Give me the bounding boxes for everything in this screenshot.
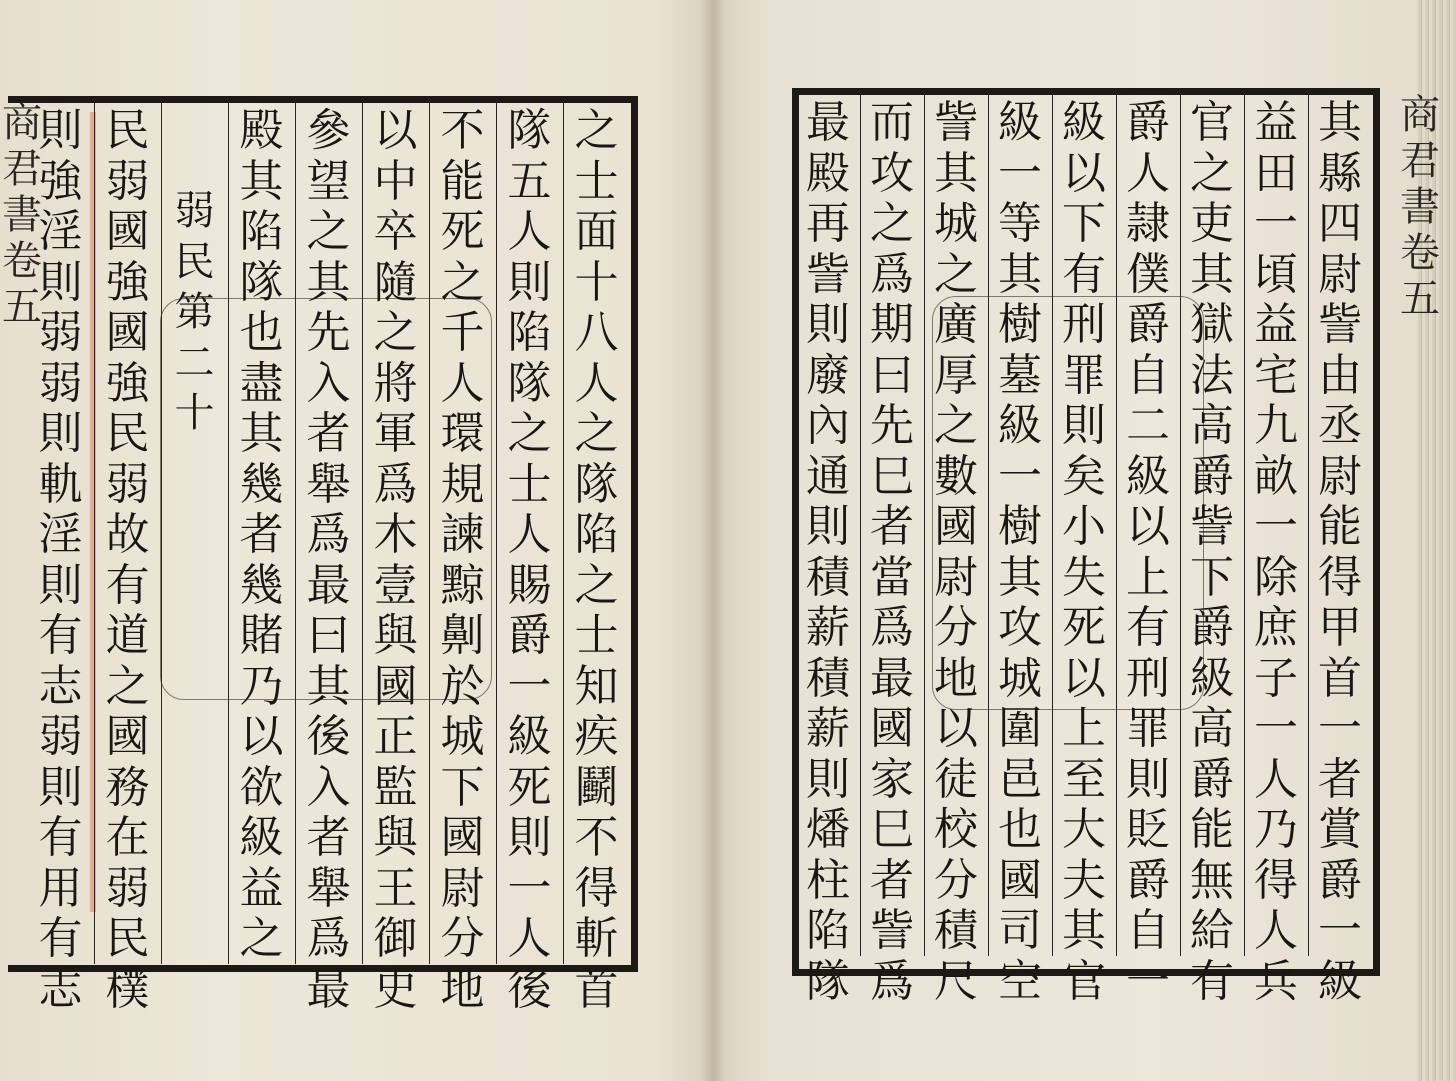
book-gutter [700, 0, 726, 1081]
right-column-8: 而 攻 之 爲 期 曰 先 巳 者 當 爲 最 國 家 巳 者 訾 爲 [870, 97, 914, 1007]
column-rule [429, 98, 430, 964]
column-rule [924, 90, 925, 956]
left-column-1: 之 士 面 十 八 人 之 隊 陷 之 士 知 疾 鬬 不 得 斬 首 [574, 105, 619, 1015]
left-column-6: 殿 其 陷 隊 也 盡 其 幾 者 幾 賭 乃 以 欲 級 益 之 [239, 105, 284, 964]
right-column-4: 爵 人 隷 僕 爵 自 二 級 以 上 有 刑 罪 則 貶 爵 自 一 [1126, 97, 1170, 1007]
column-rule [988, 90, 989, 956]
column-rule [496, 98, 497, 964]
column-rule [362, 98, 363, 964]
left-column-8: 民 弱 國 強 國 強 民 弱 故 有 道 之 國 務 在 弱 民 樸 [105, 105, 150, 1015]
column-rule [295, 98, 296, 964]
column-rule [161, 98, 162, 964]
right-column-9: 最 殿 再 訾 則 廢 內 通 則 積 薪 積 薪 則 燔 柱 陷 隊 [806, 97, 850, 1007]
right-column-1: 其 縣 四 尉 訾 由 丞 尉 能 得 甲 首 一 者 賞 爵 一 級 [1318, 97, 1362, 1007]
column-rule [1308, 90, 1309, 956]
column-rule [228, 98, 229, 964]
column-rule [1052, 90, 1053, 956]
right-column-6: 級 一 等 其 樹 墓 級 一 樹 其 攻 城 圍 邑 也 國 司 空 [998, 97, 1042, 1007]
column-rule [1116, 90, 1117, 956]
right-column-2: 益 田 一 頃 益 宅 九 畝 一 除 庶 子 一 人 乃 得 人 兵 [1254, 97, 1298, 1007]
left-column-7: 弱 民 第 二 十 [174, 188, 215, 436]
left-column-9: 則 強 淫 則 弱 弱 則 軌 淫 則 有 志 弱 則 有 用 有 志 [38, 105, 83, 1015]
right-column-3: 官 之 吏 其 獄 法 高 爵 訾 下 爵 級 高 爵 能 無 給 有 [1190, 97, 1234, 1007]
left-column-2: 隊 五 人 則 陷 隊 之 士 人 賜 爵 一 級 死 則 一 人 後 [507, 105, 552, 1015]
left-column-3: 不 能 死 之 千 人 環 規 諫 黥 劓 於 城 下 國 尉 分 地 [440, 105, 485, 1015]
left-column-4: 以 中 卒 隨 之 將 軍 爲 木 壹 與 國 正 監 與 王 御 史 [373, 105, 418, 1015]
column-rule [860, 90, 861, 956]
right-margin-label: 商 君 書 卷 五 [1400, 92, 1440, 322]
right-column-5: 級 以 下 有 刑 罪 則 矣 小 失 死 以 上 至 大 夫 其 官 [1062, 97, 1106, 1007]
column-rule [1244, 90, 1245, 956]
column-rule [1180, 90, 1181, 956]
column-rule [94, 98, 95, 964]
right-column-7: 訾 其 城 之 廣 厚 之 數 國 尉 分 地 以 徒 校 分 積 尺 [934, 97, 978, 1007]
highlight-marker [90, 112, 96, 912]
left-margin-label: 商 君 書 卷 五 [2, 100, 42, 330]
column-rule [563, 98, 564, 964]
left-column-5: 參 望 之 其 先 入 者 舉 爲 最 曰 其 後 入 者 舉 爲 最 [306, 105, 351, 1015]
